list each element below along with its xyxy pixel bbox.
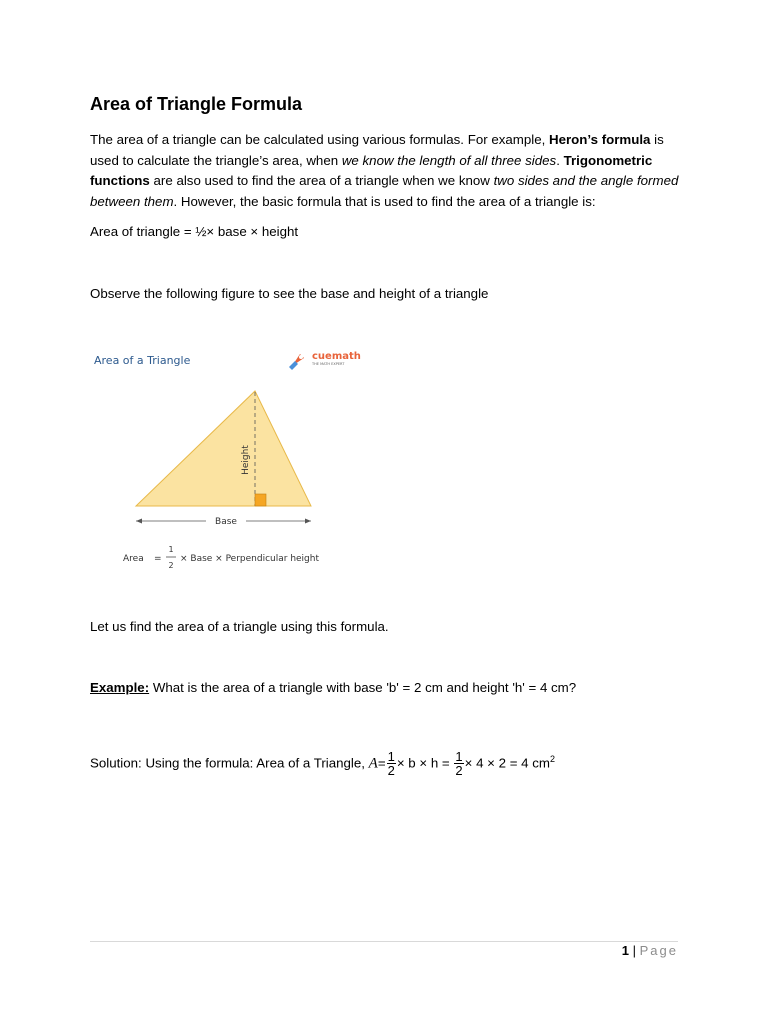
page-footer: 1 | Page	[621, 943, 678, 958]
rocket-icon	[289, 354, 304, 370]
solution-paragraph: Solution: Using the formula: Area of a Triangle, A= $\frac{1}{2}$ × b × h = $\frac{1}{2}$ × 4 × 2 = 4 $cm^2$	[90, 749, 556, 779]
observe-line: Observe the following figure to see the base and height of a triangle	[90, 286, 489, 301]
area-equals: =	[154, 554, 162, 564]
triangle-figure	[86, 340, 376, 580]
footer-divider	[90, 941, 678, 942]
figure-fraction-den: 2	[168, 561, 174, 570]
math-variable: A	[368, 755, 378, 772]
example-text: What is the area of a triangle with base 'b' = 2 cm and height 'h' = 4 cm?	[149, 680, 577, 695]
example-label: Example:	[90, 680, 150, 695]
right-angle-marker	[255, 494, 266, 506]
example-paragraph	[90, 678, 690, 699]
page-number: 1	[621, 943, 630, 958]
height-label: Height	[241, 445, 251, 475]
triangle-shape	[136, 391, 311, 506]
solution-fraction-1: $\frac{1}{2}$	[387, 749, 395, 779]
arrow-left-icon	[136, 519, 142, 524]
area-formula-text: × Base × Perpendicular height	[180, 554, 320, 564]
base-label: Base	[215, 517, 237, 527]
arrow-right-icon	[305, 519, 311, 524]
solution-fraction-2: $\frac{1}{2}$	[455, 749, 463, 779]
intro-paragraph: The area of a triangle can be calculated using various formulas. For example, Heron’s formula is used to calculate the triangle’s area, when we know the length of all three sides. Trigonometric functions are also used to find the area of a triangle when we know two sides and the angle formed between them. However, the basic formula that is used to find the area of a triangle is:	[90, 132, 679, 209]
cuemath-logo	[289, 351, 361, 370]
svg-text:cuemath: cuemath	[312, 351, 361, 362]
let-us-line: Let us find the area of a triangle using this formula.	[90, 619, 389, 634]
triangle-illustration	[86, 340, 376, 580]
figure-heading: Area of a Triangle	[94, 354, 191, 367]
formula-line: Area of triangle = ½× base × height	[90, 224, 299, 239]
svg-text:THE MATH EXPERT: THE MATH EXPERT	[312, 362, 345, 366]
page-word: Page	[639, 943, 678, 958]
figure-fraction-num: 1	[168, 545, 174, 554]
area-label: Area	[123, 554, 144, 564]
page-title: Area of Triangle Formula	[90, 94, 303, 114]
